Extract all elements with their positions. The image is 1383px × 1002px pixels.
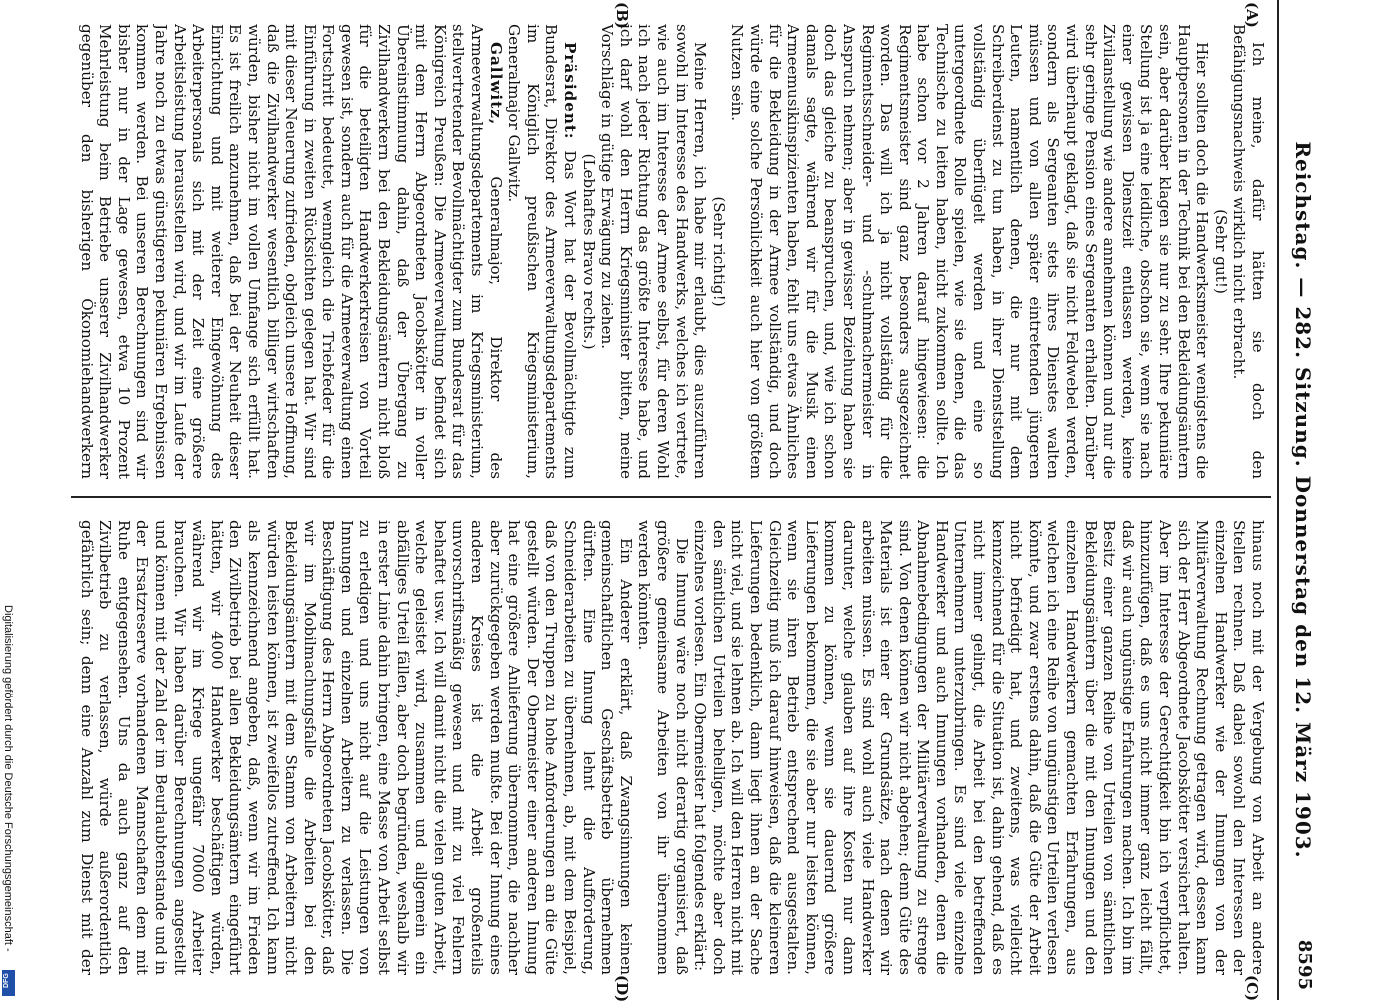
paragraph-text: Das Wort hat der Bevollmächtigte zum Bundesrat, Direktor des Armeeverwaltungsdepartements im Königlich preußischen Kriegsministerium, Generalmajor Gallwitz. bbox=[505, 24, 580, 479]
page-title: Reichstag. — 282. Sitzung. Donnerstag den 12. März 1903. bbox=[1291, 141, 1315, 859]
paragraph bbox=[1230, 24, 1267, 479]
margin-letter-b: (B) bbox=[613, 2, 631, 29]
margin-letter-a: (A) bbox=[1243, 2, 1261, 28]
margin-letter-d: (D) bbox=[613, 975, 631, 1002]
paragraph-text: Meine Herren, ich habe mir erlaubt, dies auszuführen sowohl im Interesse des Handwerks, welches ich vertrete, wie auch im Interesse der Armee selbst, für deren Wohl ich nach jeder Richtung das größte Interesse habe, und ich darf wohl den Herrn Kriegsminister bitten, meine Vorschläge in gütige Erwägung zu ziehen. bbox=[598, 24, 710, 479]
margin-letter-c: (C) bbox=[1243, 975, 1261, 1002]
paragraph bbox=[579, 24, 598, 479]
paragraph bbox=[77, 24, 505, 479]
paragraph-text: Ein Anderer erklärt, daß Zwangsinnungen keinen gemeinschaftlichen Geschäftsbetrieb übernehmen dürften. Eine Innung lehnt die Aufforderung, Schneiderarbeiten zu übernehmen, ab, mit dem Beispiel, daß von den Truppen zu hohe Anforderungen an die Güte gestellt würden. Der Obermeister einer anderen Innung hat eine größere Anlieferung übernommen, die nachher aber zurückgegeben werden mußte. Bei der Innung eines anderen Kreises ist die Arbeit großenteils unvorschriftsmäßig gewesen und mit zu viel Fehlern behaftet usw. Ich will damit nicht die vielen guten Arbeit, welche geleistet wird, zusammen und allgemein ein abfälliges Urteil fällen, aber doch begründen, weshalb wir in erster Linie dahin bringen, eine Masse von Arbeit selbst zu erledigen und uns nicht auf die Leistungen von Innungen und einzelnen Arbeitern zu verlassen. Die Beschäftigung des Herrn Abgeordneten Jacobskötter, daß wir im Mobilmachungsfalle die Arbeiten bei den Bekleidungsämtern mit dem Stamm von Arbeitern nicht würden leisten können, ist zweifellos zutreffend. Ich kann als kennzeichnend angeben, daß, wenn wir im Frieden den Zivilbetrieb bei allen Bekleidungsämtern eingeführt hätten, wir 4000 Handwerker beschäftigen würden, während wir im Kriege ungefähr 70000 Arbeiter brauchen. Wir haben darüber Berechnungen angestellt und können mit der Zahl der im Beurlaubtenstande und in der Ersatzreserve vorhandenen Mannschaften dem mit Ruhe entgegensehen. Uns da auch ganz auf den Zivilbetrieb zu verlassen, würde außerordentlich gefährlich sein; denn eine Anzahl zum Dienst mit der bbox=[77, 520, 635, 975]
header-rule bbox=[1277, 0, 1279, 1000]
paragraph-text: Ich meine, dafür hätten sie doch den Befähigungsnachweis wirklich nicht erbracht. bbox=[1230, 24, 1267, 479]
paragraph-text: Hier sollten doch die Handwerksmeister wenigstens die Hauptpersonen in der Technik bei den Bekleidungsämtern sein, aber darüber klagen sie nur zu sehr. Ihre pekuniäre Stellung ist ja eine leidliche, obschon sie, wenn sie nach einer gewissen Dienstzeit entlassen werden, keine Zivilanstellung wie andere annehmen können und nur die sehr geringe Pension eines Sergeanten erhalten. Darüber wird überhaupt geklagt, daß sie nicht Feldwebel werden, sondern als Sergeanten stets ihres Dienstes walten müssen und von allen später eintretenden jüngeren Leuten, namentlich denen, die nur mit dem Schreiberdienst zu tun haben, in ihrer Dienststellung vollständig überflügelt werden und eine so untergeordnete Rolle spielen, wie sie denen, die das Technische zu leiten haben, nicht zukommen sollte. Ich habe schon vor 2 Jahren darauf hingewiesen: die Regimentsmeister sind ganz besonders ausgezeichnet worden. Das will ich ja nicht vollständig für die Regimentsschneider- und -schuhmachermeister in Anspruch nehmen; aber in gewisser Beziehung haben sie doch das gleiche zu beanspruchen, und, wie ich schon damals sagte, während wir für die Musik einen Armeemusikinspizienten haben, fehlt uns etwas Ähnliches für die Bekleidung in der Armee vollständig, und doch würde eine solche Persönlichkeit auch hier von größtem Nutzen sein. bbox=[728, 24, 1212, 479]
page-header bbox=[1281, 0, 1321, 1000]
right-column bbox=[77, 520, 1267, 975]
paragraph-text: (Lebhaftes Bravo rechts.) bbox=[579, 153, 598, 350]
column-divider bbox=[71, 496, 1271, 498]
left-column bbox=[77, 24, 1267, 479]
paragraph bbox=[728, 24, 1211, 479]
newspaper-page bbox=[61, 0, 1321, 1000]
dfg-logo bbox=[2, 970, 15, 996]
paragraph-text: (Sehr richtig!) bbox=[709, 196, 728, 307]
paragraph bbox=[77, 520, 635, 975]
speaker-name: Gallwitz, bbox=[486, 42, 505, 126]
paragraph-text: (Sehr gut!) bbox=[1211, 209, 1230, 294]
credit-text: Digitalisierung gefördert durch die Deutsche Forschungsgemeinschaft - bbox=[2, 605, 14, 952]
paragraph-text: Generalmajor, Direktor des Armeeverwaltungsdepartements im Kriegsministerium, stellvertretender Bevollmächtigter zum Bundesrat für das Königreich Preußen: Die Armeeverwaltung befindet sich mit dem Herrn Abgeordneten Jacobskötter in voller Übereinstimmung dahin, daß der Übergang zu Zivilhandwerkern bei den Bekleidungsämtern nicht bloß für die beteiligten Handwerkerkreisen von Vorteil gewesen ist, sondern auch für die Armeeverwaltung einen Fortschritt bedeutet, wenngleich die Triebfeder für die Einführung in zweiten Rücksichten gelegen hat. Wir sind mit dieser Neuerung zufrieden, obgleich unsere Hoffnung, daß die Zivilhandwerker wesentlich billiger wirtschaften würden, bisher nicht im vollen Umfange sich erfüllt hat. Es ist freilich anzunehmen, daß bei der Neuheit dieser Einrichtung und mit weiterer Eingewöhnung des Arbeiterpersonals sich mit der Zeit eine größere Arbeitsleistung herausstellen wird, und wir im Laufe der Jahre noch zu etwas günstigeren pekuniären Ergebnissen kommen werden. Bei unseren Berechnungen sind wir bisher nur in der Lage gewesen, etwa 10 Prozent Mehrleistung beim Betriebe unserer Zivilhandwerker gegenüber den bisherigen Ökonomiehandwerkern bbox=[77, 24, 505, 479]
paragraph bbox=[598, 24, 710, 479]
page-number: 8595 bbox=[1294, 939, 1315, 990]
paragraph bbox=[635, 520, 691, 975]
paragraph bbox=[505, 24, 579, 479]
paragraph bbox=[1211, 24, 1230, 479]
footer-credit bbox=[0, 0, 16, 1000]
dfg-logo-text: DFG bbox=[3, 973, 10, 988]
paragraph bbox=[691, 520, 1267, 975]
paragraph-text: Die Innung wäre noch nicht derartig organisiert, daß größere gemeinsame Arbeiten von ihr übernommen werden könnten. bbox=[635, 520, 691, 975]
paragraph bbox=[709, 24, 728, 479]
paragraph-text: hinaus noch mit der Vergebung von Arbeit an andere Stellen rechnen. Daß dabei sowohl den Interessen der einzelnen Handwerker wie der Innungen von der Militärverwaltung Rechnung getragen wird, dessen kann sich der Herr Abgeordnete Jacobskötter versichert halten. Aber im Interesse der Gerechtigkeit bin ich verpflichtet, hinzuzufügen, daß es uns nicht immer ganz leicht fällt, daß wir auch ungünstige Erfahrungen machen. Ich bin im Besitz einer ganzen Reihe von Urteilen von sämtlichen Bekleidungsämtern über die mit den Innungen und den einzelnen Handwerkern gemachten Erfahrungen, aus welchen ich eine Reihe von ungünstigen Urteilen verlesen könnte, und zwar erstens dahin, daß die Güte der Arbeit nicht befriedigt hat, und zweitens, was vielleicht kennzeichnend für die Situation ist, dahin gehend, daß es nicht immer gelingt, die Arbeit bei den betreffenden Unternehmern unterzubringen. Es sind viele einzelne Handwerker und auch Innungen vorhanden, denen die Abnahmebedingungen der Militärverwaltung zu strenge sind. Von denen können wir nicht abgehen; denn Güte des Materials ist einer der Grundsätze, nach denen wir arbeiten müssen. Es sind wohl auch viele Handwerker darunter, welche glauben auf ihre Kosten nur dann kommen zu können, wenn sie dauernd größere Lieferungen bekommen, die sie aber nur leisten können, wenn sie ihren Betrieb entsprechend ausgestalten. Gleichzeitig muß ich darauf hinweisen, daß die kleineren Lieferungen bedenklich, dann liegt ihnen an der Sache nicht viel, und sie lehnen ab. Ich will den Herren nicht mit den sämtlichen Urteilen behelligen, möchte aber doch einzelnes vorlesen. Ein Obermeister hat folgendes erklärt: bbox=[691, 520, 1267, 975]
speaker-name: Präsident: bbox=[561, 42, 580, 140]
